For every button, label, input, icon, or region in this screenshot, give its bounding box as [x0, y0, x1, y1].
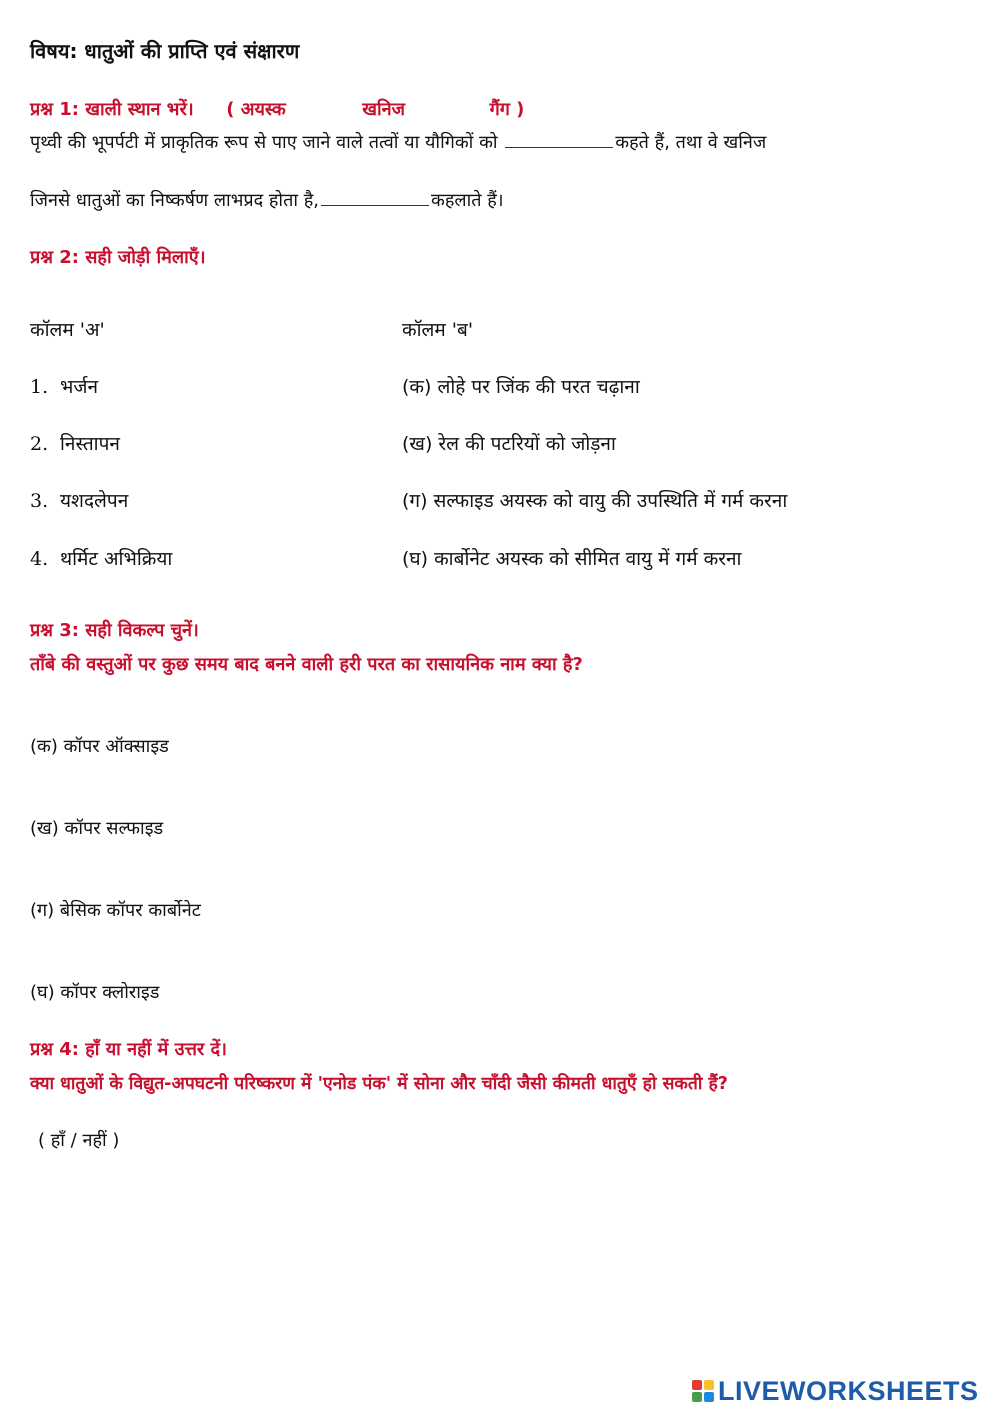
q2-row-num-3: 3. [30, 490, 49, 512]
q2-row-b-1[interactable]: (क) लोहे पर जिंक की परत चढ़ाना [402, 376, 640, 398]
q3-option-1[interactable]: (क) कॉपर ऑक्साइड [30, 736, 169, 757]
q1-heading: प्रश्न 1: खाली स्थान भरें। [30, 99, 194, 120]
q2-row-a-1 [30, 373, 98, 401]
q2-row-b-4[interactable]: (घ) कार्बोनेट अयस्क को सीमित वायु में गर्म करना [402, 548, 742, 570]
q1-line-1-text-a: पृथ्वी की भूपर्पटी में प्राकृतिक रूप से पाए जाने वाले तत्वों या यौगिकों को [30, 132, 498, 153]
q2-row-b-3[interactable]: (ग) सल्फाइड अयस्क को वायु की उपस्थिति में गर्म करना [402, 490, 788, 512]
q2-heading: प्रश्न 2: सही जोड़ी मिलाएँ। [30, 247, 206, 268]
q3-option-2[interactable]: (ख) कॉपर सल्फाइड [30, 818, 164, 839]
q2-row-a-2 [30, 430, 120, 458]
q2-row-a-text-3: यशदलेपन [60, 490, 129, 512]
page-title: विषय: धातुओं की प्राप्ति एवं संक्षारण [30, 39, 300, 63]
q2-row-a-text-2: निस्तापन [60, 433, 120, 455]
q2-col-b-header: कॉलम 'ब' [402, 319, 474, 341]
logo-text: LIVEWORKSHEETS [718, 1375, 979, 1406]
q1-line-2-text-b: कहलाते हैं। [431, 190, 504, 211]
q1-blank-2[interactable] [321, 187, 429, 206]
logo-grid-icon [692, 1380, 714, 1402]
q2-row-b-2[interactable]: (ख) रेल की पटरियों को जोड़ना [402, 433, 616, 455]
q1-heading-line [30, 96, 524, 124]
q1-line-2 [30, 187, 504, 215]
q3-heading: प्रश्न 3: सही विकल्प चुनें। [30, 620, 199, 641]
logo-square-yellow [704, 1380, 714, 1390]
q2-row-num-4: 4. [30, 548, 49, 570]
logo-square-green [692, 1392, 702, 1402]
q1-option-2: खनिज [362, 99, 406, 120]
q3-option-4[interactable]: (घ) कॉपर क्लोराइड [30, 982, 160, 1003]
q2-row-num-1: 1. [30, 376, 49, 398]
q2-row-num-2: 2. [30, 433, 49, 455]
q4-question: क्या धातुओं के विद्युत-अपघटनी परिष्करण में 'एनोड पंक' में सोना और चाँदी जैसी कीमती धातुएँ हो सकती हैं? [30, 1074, 728, 1094]
logo-square-blue [704, 1392, 714, 1402]
q1-line-1-text-b: कहते हैं, तथा वे खनिज [615, 132, 767, 153]
q2-col-a-header: कॉलम 'अ' [30, 319, 105, 341]
liveworksheets-logo [692, 1376, 979, 1406]
q1-line-1 [30, 129, 766, 157]
q4-heading: प्रश्न 4: हाँ या नहीं में उत्तर दें। [30, 1039, 227, 1060]
q1-line-2-text-a: जिनसे धातुओं का निष्कर्षण लाभप्रद होता है, [30, 190, 320, 211]
q3-question: ताँबे की वस्तुओं पर कुछ समय बाद बनने वाली हरी परत का रासायनिक नाम क्या है? [30, 654, 583, 675]
logo-square-red [692, 1380, 702, 1390]
q4-answer-choices[interactable]: ( हाँ / नहीं ) [38, 1130, 120, 1151]
q1-option-3: गैंग ) [489, 99, 525, 120]
q3-option-3[interactable]: (ग) बेसिक कॉपर कार्बोनेट [30, 900, 201, 921]
q2-row-a-text-1: भर्जन [60, 376, 99, 398]
q2-row-a-3 [30, 487, 128, 515]
q1-blank-1[interactable] [505, 129, 613, 148]
q2-row-a-4 [30, 545, 172, 573]
q1-option-1: ( अयस्क [226, 99, 286, 120]
q2-row-a-text-4: थर्मिट अभिक्रिया [60, 548, 173, 570]
